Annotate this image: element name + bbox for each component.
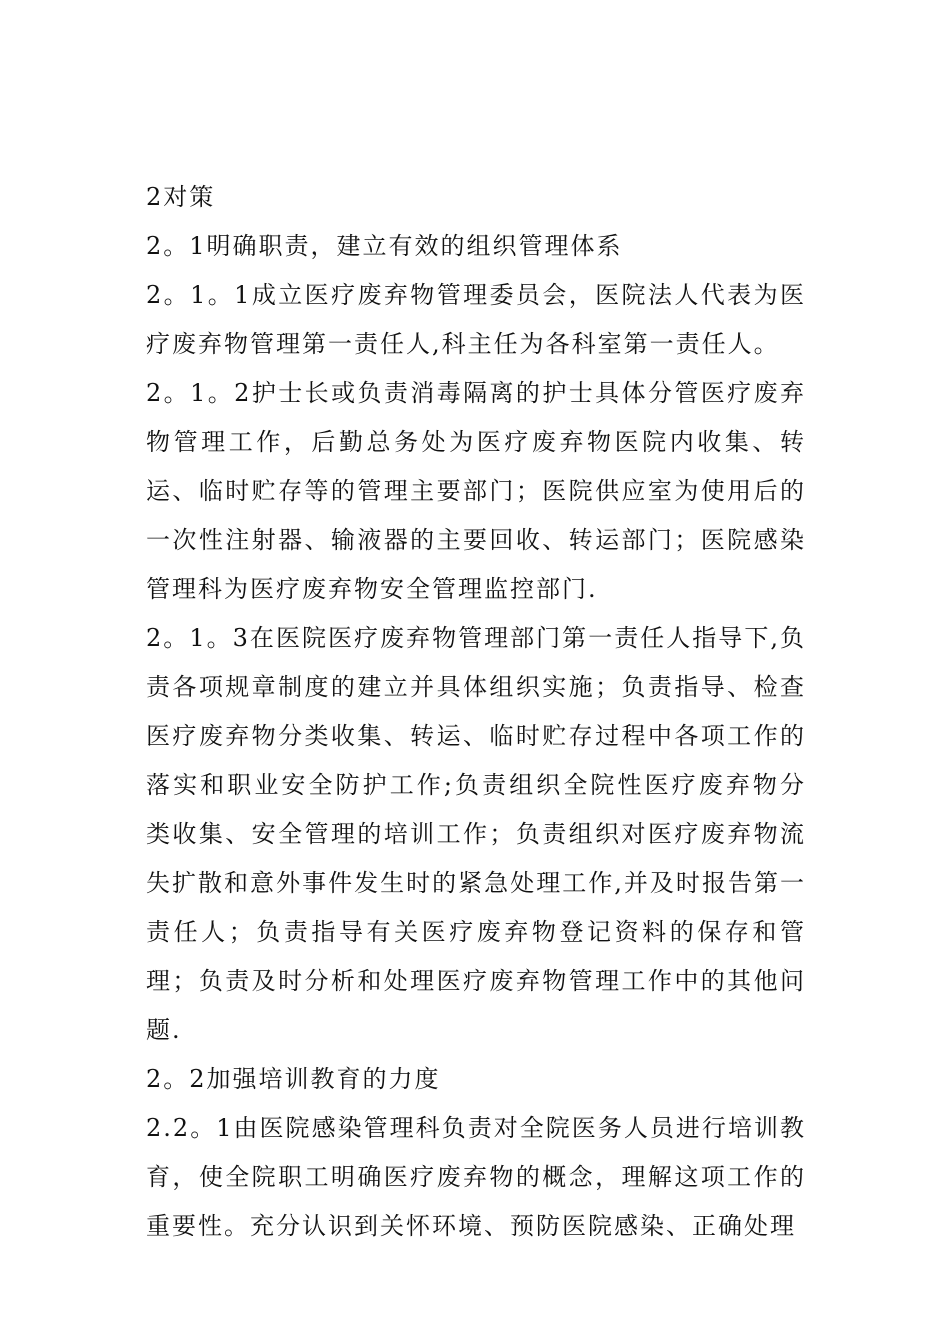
document-body [146, 173, 806, 1251]
body-paragraph: 2.2。1由医院感染管理科负责对全院医务人员进行培训教育，使全院职工明确医疗废弃物的概念，理解这项工作的重要性。充分认识到关怀环境、预防医院感染、正确处理 [146, 1114, 806, 1240]
section-heading: 2对策 [146, 183, 216, 211]
body-paragraph: 2。1。2护士长或负责消毒隔离的护士具体分管医疗废弃物管理工作，后勤总务处为医疗废弃物医院内收集、转运、临时贮存等的管理主要部门；医院供应室为使用后的一次性注射器、输液器的主要回收、转运部门；医院感染管理科为医疗废弃物安全管理监控部门. [146, 379, 806, 603]
subsection-heading: 2。1明确职责，建立有效的组织管理体系 [146, 232, 623, 260]
body-paragraph: 2。1。3在医院医疗废弃物管理部门第一责任人指导下,负责各项规章制度的建立并具体组织实施；负责指导、检查医疗废弃物分类收集、转运、临时贮存过程中各项工作的落实和职业安全防护工作;负责组织全院性医疗废弃物分类收集、安全管理的培训工作；负责组织对医疗废弃物流失扩散和意外事件发生时的紧急处理工作,并及时报告第一责任人；负责指导有关医疗废弃物登记资料的保存和管理；负责及时分析和处理医疗废弃物管理工作中的其他问题. [146, 624, 806, 1044]
body-paragraph: 2。1。1成立医疗废弃物管理委员会，医院法人代表为医疗废弃物管理第一责任人,科主任为各科室第一责任人。 [146, 281, 806, 358]
subsection-heading: 2。2加强培训教育的力度 [146, 1065, 441, 1093]
